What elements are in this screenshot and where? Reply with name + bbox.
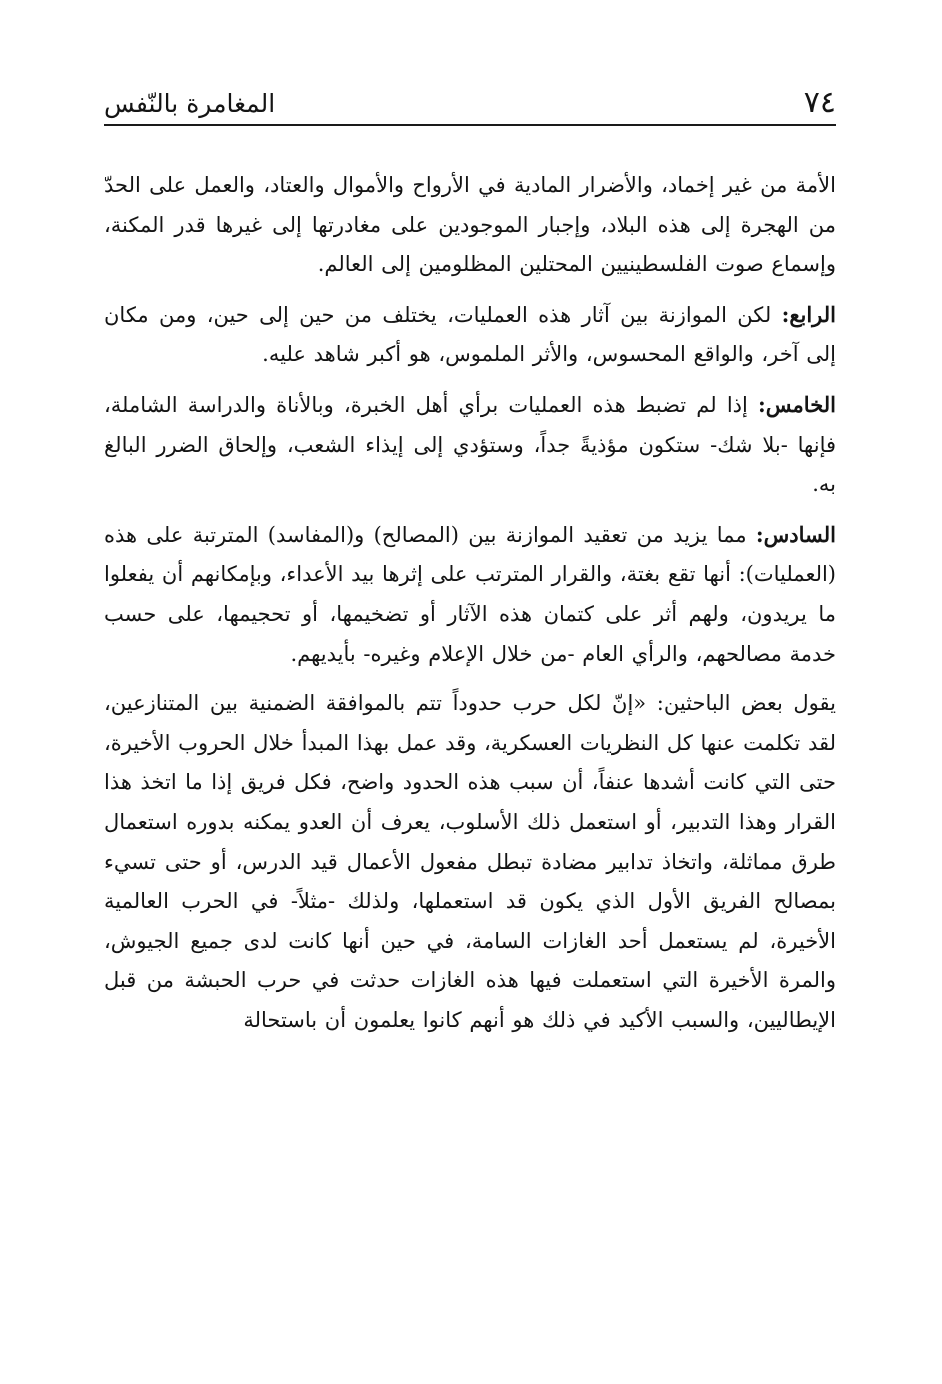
paragraph-text: مما يزيد من تعقيد الموازنة بين (المصالح) و(المفاسد) المترتبة على هذه (العمليات): أنها تقع بغتة، والقرار المترتب على إثرها بيد الأعداء، وبإمكانهم أن يفعلوا ما يريدون، ولهم أثر على كتمان هذه الآثار أو تضخيمها، أو تحجيمها، على حسب خدمة مصالحهم، والرأي العام -من خلال الإعلام وغيره- بأيديهم.: [104, 522, 836, 666]
page-header: [104, 86, 836, 126]
running-title: المغامرة بالنّفس: [104, 89, 276, 118]
paragraph-text: الأمة من غير إخماد، والأضرار المادية في الأرواح والأموال والعتاد، والعمل على الحدّ من الهجرة إلى هذه البلاد، وإجبار الموجودين على مغادرتها إلى غيرها قدر المكنة، وإسماع صوت الفلسطينيين المحتلين المظلومين إلى العالم.: [104, 173, 836, 277]
paragraph-intro-continuation: [104, 166, 836, 285]
paragraph-text: يقول بعض الباحثين: «إنّ لكل حرب حدوداً تتم بالموافقة الضمنية بين المتنازعين، لقد تكلمت عنها كل النظريات العسكرية، وقد عمل بهذا المبدأ خلال الحروب الأخيرة، حتى التي كانت أشدها عنفاً، أن سبب هذه الحدود واضح، فكل فريق إذا ما اتخذ هذا القرار وهذا التدبير، أو استعمل ذلك الأسلوب، يعرف أن العدو يمكنه بدوره استعمال طرق مماثلة، واتخاذ تدابير مضادة تبطل مفعول الأعمال قيد الدرس، أو حتى تسيء بمصالح الفريق الأول الذي يكون قد استعملها، ولذلك -مثلاً- في الحرب العالمية الأخيرة، لم يستعمل أحد الغازات السامة، في حين أنها كانت لدى جميع الجيوش، والمرة الأخيرة التي استعملت فيها هذه الغازات حدثت في حرب الحبشة من قبل الإيطاليين، والسبب الأكيد في ذلك هو أنهم كانوا يعلمون أن باستحالة: [104, 691, 836, 1032]
paragraph-fourth: [104, 295, 836, 375]
paragraph-lead-label: الرابع:: [781, 301, 836, 327]
paragraph-text: إذا لم تضبط هذه العمليات برأي أهل الخبرة، وبالأناة والدراسة الشاملة، فإنها -بلا شك- ستكون مؤذيةً جداً، وستؤدي إلى إيذاء الشعب، وإلحاق الضرر البالغ به.: [104, 392, 836, 497]
paragraph-fifth: [104, 385, 836, 505]
paragraph-lead-label: الخامس:: [758, 391, 836, 417]
page-number: ٧٤: [803, 85, 836, 120]
body-text: [104, 166, 836, 1050]
paragraph-sixth: [104, 515, 836, 674]
paragraph-lead-label: السادس:: [755, 521, 836, 547]
paragraph-text: لكن الموازنة بين آثار هذه العمليات، يختلف من حين إلى حين، ومن مكان إلى آخر، والواقع المحسوس، والأثر الملموس، هو أكبر شاهد عليه.: [104, 302, 836, 367]
paragraph-quotation: [104, 684, 836, 1040]
